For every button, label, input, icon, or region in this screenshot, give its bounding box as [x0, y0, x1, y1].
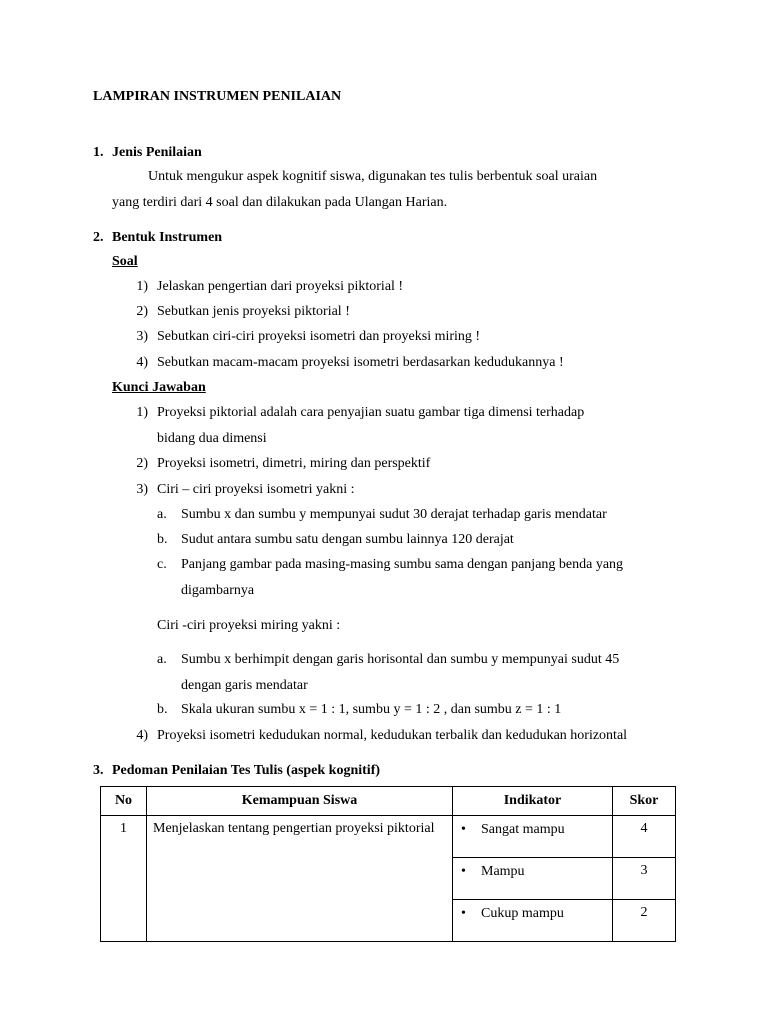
header-kemampuan: Kemampuan Siswa [147, 787, 453, 816]
cell-skor-2: 3 [613, 858, 676, 900]
kunci-4-text: Proyeksi isometri kedudukan normal, kedudukan terbalik dan kedudukan horizontal [157, 728, 628, 743]
cell-indikator-3 [453, 900, 613, 942]
cell-indikator-2 [453, 858, 613, 900]
header-indikator: Indikator [453, 787, 613, 816]
kunci-jawaban-heading: Kunci Jawaban [112, 380, 206, 395]
soal-1-number: 1) [136, 279, 148, 294]
section-2-number: 2. [93, 230, 104, 245]
bullet-icon: • [461, 906, 466, 921]
cell-skor-1: 4 [613, 816, 676, 858]
page-title: LAMPIRAN INSTRUMEN PENILAIAN [93, 89, 342, 104]
soal-1-text: Jelaskan pengertian dari proyeksi piktorial ! [157, 279, 404, 294]
miring-heading: Ciri -ciri proyeksi miring yakni : [157, 618, 341, 633]
soal-2-number: 2) [136, 304, 148, 319]
cell-skor-3: 2 [613, 900, 676, 942]
cell-indikator-1 [453, 816, 613, 858]
isometri-c-letter: c. [157, 557, 167, 572]
bullet-icon: • [461, 864, 466, 879]
section-1-paragraph-line-2: yang terdiri dari 4 soal dan dilakukan pada Ulangan Harian. [112, 195, 448, 210]
header-skor: Skor [613, 787, 676, 816]
scoring-table [100, 786, 676, 942]
soal-2-text: Sebutkan jenis proyeksi piktorial ! [157, 304, 350, 319]
isometri-a-letter: a. [157, 507, 167, 522]
section-1-heading: Jenis Penilaian [112, 145, 202, 160]
miring-a-text-cont: dengan garis mendatar [181, 678, 308, 693]
isometri-b-letter: b. [157, 532, 168, 547]
section-3-heading: Pedoman Penilaian Tes Tulis (aspek kognitif) [112, 763, 381, 778]
kunci-1-line-2: bidang dua dimensi [157, 431, 267, 446]
bullet-icon: • [461, 822, 466, 837]
miring-a-text: Sumbu x berhimpit dengan garis horisontal dan sumbu y mempunyai sudut 45 [181, 652, 620, 667]
section-1-paragraph-line-1: Untuk mengukur aspek kognitif siswa, digunakan tes tulis berbentuk soal uraian [148, 169, 598, 184]
isometri-a-text: Sumbu x dan sumbu y mempunyai sudut 30 derajat terhadap garis mendatar [181, 507, 607, 522]
indikator-label: Sangat mampu [481, 822, 565, 837]
kunci-1-line-1: Proyeksi piktorial adalah cara penyajian suatu gambar tiga dimensi terhadap [157, 405, 585, 420]
section-1-number: 1. [93, 145, 104, 160]
cell-no: 1 [101, 816, 147, 942]
soal-3-number: 3) [136, 329, 148, 344]
soal-4-text: Sebutkan macam-macam proyeksi isometri berdasarkan kedudukannya ! [157, 355, 564, 370]
miring-b-text: Skala ukuran sumbu x = 1 : 1, sumbu y = 1 : 2 , dan sumbu z = 1 : 1 [181, 702, 562, 717]
indikator-label: Cukup mampu [481, 906, 564, 921]
kunci-2-text: Proyeksi isometri, dimetri, miring dan perspektif [157, 456, 431, 471]
section-3-number: 3. [93, 763, 104, 778]
kunci-4-number: 4) [136, 728, 148, 743]
table-header-row [101, 787, 676, 816]
isometri-c-text-cont: digambarnya [181, 583, 255, 598]
isometri-b-text: Sudut antara sumbu satu dengan sumbu lainnya 120 derajat [181, 532, 514, 547]
kunci-2-number: 2) [136, 456, 148, 471]
kunci-1-number: 1) [136, 405, 148, 420]
indikator-label: Mampu [481, 864, 525, 879]
isometri-c-text: Panjang gambar pada masing-masing sumbu sama dengan panjang benda yang [181, 557, 624, 572]
miring-a-letter: a. [157, 652, 167, 667]
miring-b-letter: b. [157, 702, 168, 717]
header-no: No [101, 787, 147, 816]
soal-heading: Soal [112, 254, 138, 269]
cell-kemampuan [147, 816, 453, 942]
kunci-3-text: Ciri – ciri proyeksi isometri yakni : [157, 482, 355, 497]
soal-4-number: 4) [136, 355, 148, 370]
soal-3-text: Sebutkan ciri-ciri proyeksi isometri dan proyeksi miring ! [157, 329, 481, 344]
table-row [101, 816, 676, 858]
kunci-3-number: 3) [136, 482, 148, 497]
section-2-heading: Bentuk Instrumen [112, 230, 223, 245]
kemampuan-text: Menjelaskan tentang pengertian proyeksi piktorial [153, 821, 435, 836]
